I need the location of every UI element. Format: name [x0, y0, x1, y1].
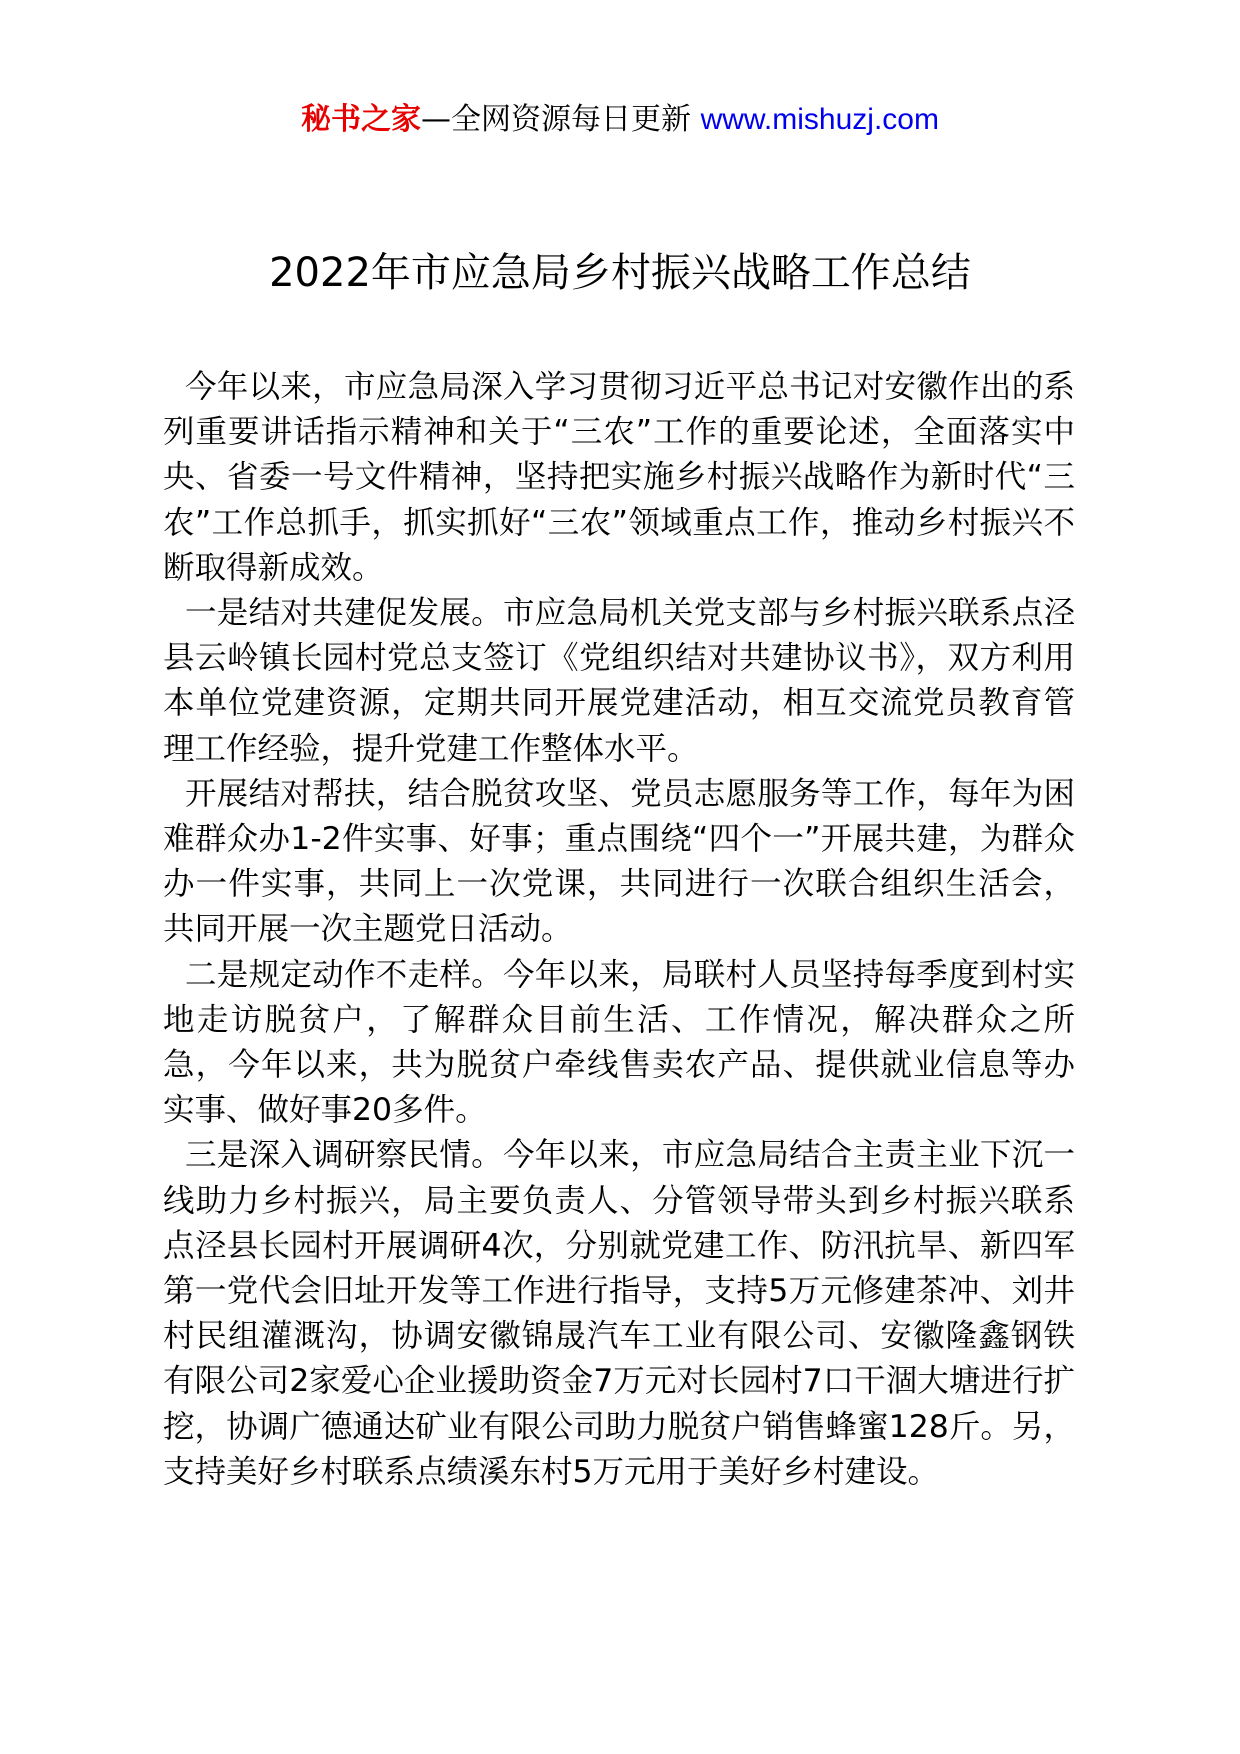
paragraph-assistance: 开展结对帮扶，结合脱贫攻坚、党员志愿服务等工作，每年为困难群众办1-2件实事、好事；重点围绕“四个一”开展共建，为群众办一件实事，共同上一次党课，共同进行一次联合组织生活会，共同开展一次主题党日活动。: [163, 775, 1075, 948]
paragraph-research: 三是深入调研察民情。今年以来，市应急局结合主责主业下沉一线助力乡村振兴，局主要负责人、分管领导带头到乡村振兴联系点泾县长园村开展调研4次，分别就党建工作、防汛抗旱、新四军第一党代会旧址开发等工作进行指导，支持5万元修建茶冲、刘井村民组灌溉沟，协调安徽锦晟汽车工业有限公司、安徽隆鑫钢铁有限公司2家爱心企业援助资金7万元对长园村7口干涸大塘进行扩挖，协调广德通达矿业有限公司助力脱贫户销售蜂蜜128斤。另，支持美好乡村联系点绩溪东村5万元用于美好乡村建设。: [163, 1137, 1075, 1490]
paragraph-visits: 二是规定动作不走样。今年以来，局联村人员坚持每季度到村实地走访脱贫户，了解群众目前生活、工作情况，解决群众之所急，今年以来，共为脱贫户牵线售卖农产品、提供就业信息等办实事、做好事20多件。: [163, 956, 1075, 1129]
site-url-link[interactable]: www.mishuzj.com: [700, 103, 939, 136]
paragraph-pairing: 一是结对共建促发展。市应急局机关党支部与乡村振兴联系点泾县云岭镇长园村党总支签订《党组织结对共建协议书》，双方利用本单位党建资源，定期共同开展党建活动，相互交流党员教育管理工作经验，提升党建工作整体水平。: [163, 595, 1075, 767]
site-tagline: —全网资源每日更新: [421, 102, 701, 137]
site-header: [0, 100, 1240, 140]
document-title: 2022年市应急局乡村振兴战略工作总结: [269, 250, 971, 296]
paragraph-intro: 今年以来，市应急局深入学习贯彻习近平总书记对安徽作出的系列重要讲话指示精神和关于“三农”工作的重要论述，全面落实中央、省委一号文件精神，坚持把实施乡村振兴战略作为新时代“三农”工作总抓手，抓实抓好“三农”领域重点工作，推动乡村振兴不断取得新成效。: [163, 369, 1075, 586]
document-body: [163, 365, 1075, 1495]
site-brand: 秘书之家: [301, 102, 422, 137]
